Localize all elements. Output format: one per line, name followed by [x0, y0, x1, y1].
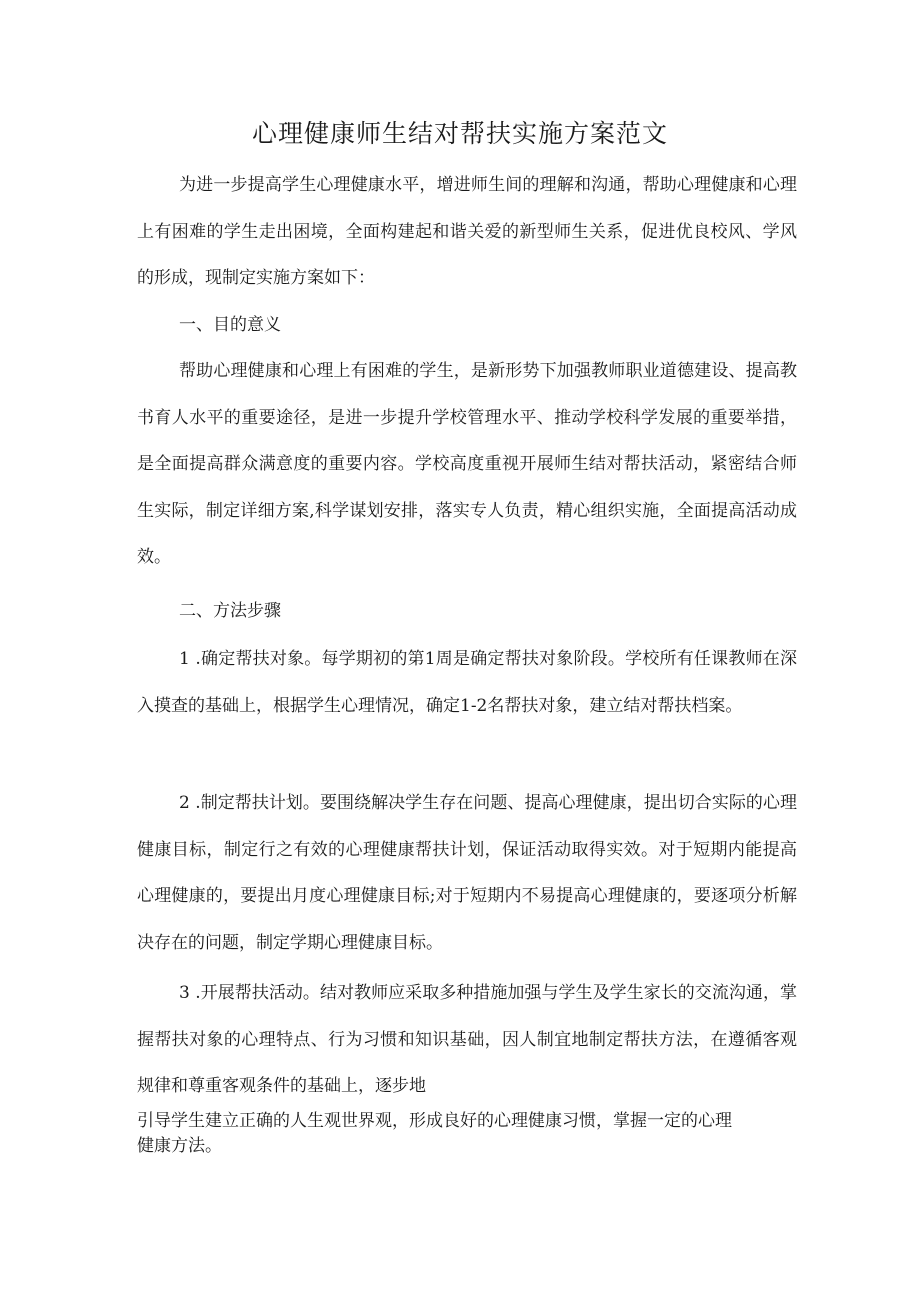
step-3-paragraph: 3 .开展帮扶活动。结对教师应采取多种措施加强与学生及学生家长的交流沟通，掌握帮扶对象的心理特点、行为习惯和知识基础，因人制宜地制定帮扶方法，在遵循客观规律和尊重客观条件的基础上，逐步地 — [137, 983, 797, 1096]
section-heading-purpose: 一、目的意义 — [179, 315, 281, 335]
purpose-paragraph: 帮助心理健康和心理上有困难的学生，是新形势下加强教师职业道德建设、提高教书育人水平的重要途径，是进一步提升学校管理水平、推动学校科学发展的重要举措，是全面提高群众满意度的重要内容。学校高度重视开展师生结对帮扶活动，紧密结合师生实际，制定详细方案,科学谋划安排，落实专人负责，精心组织实施，全面提高活动成效。 — [137, 361, 797, 567]
step-2-paragraph: 2 .制定帮扶计划。要围绕解决学生存在问题、提高心理健康，提出切合实际的心理健康目标，制定行之有效的心理健康帮扶计划，保证活动取得实效。对于短期内能提高心理健康的，要提出月度心理健康目标;对于短期内不易提高心理健康的，要逐项分析解决存在的问题，制定学期心理健康目标。 — [137, 793, 797, 953]
document-title: 心理健康师生结对帮扶实施方案范文 — [251, 119, 668, 148]
continuation-line-1: 引导学生建立正确的人生观世界观，形成良好的心理健康习惯，掌握一定的心理 — [137, 1111, 732, 1131]
intro-paragraph: 为进一步提高学生心理健康水平，增进师生间的理解和沟通，帮助心理健康和心理上有困难的学生走出困境，全面构建起和谐关爱的新型师生关系，促进优良校风、学风的形成，现制定实施方案如下： — [137, 175, 797, 288]
step-1-paragraph: 1 .确定帮扶对象。每学期初的第1周是确定帮扶对象阶段。学校所有任课教师在深入摸查的基础上，根据学生心理情况，确定1-2名帮扶对象，建立结对帮扶档案。 — [137, 649, 797, 716]
section-heading-methods: 二、方法步骤 — [179, 601, 281, 621]
continuation-line-2: 健康方法。 — [137, 1136, 222, 1156]
